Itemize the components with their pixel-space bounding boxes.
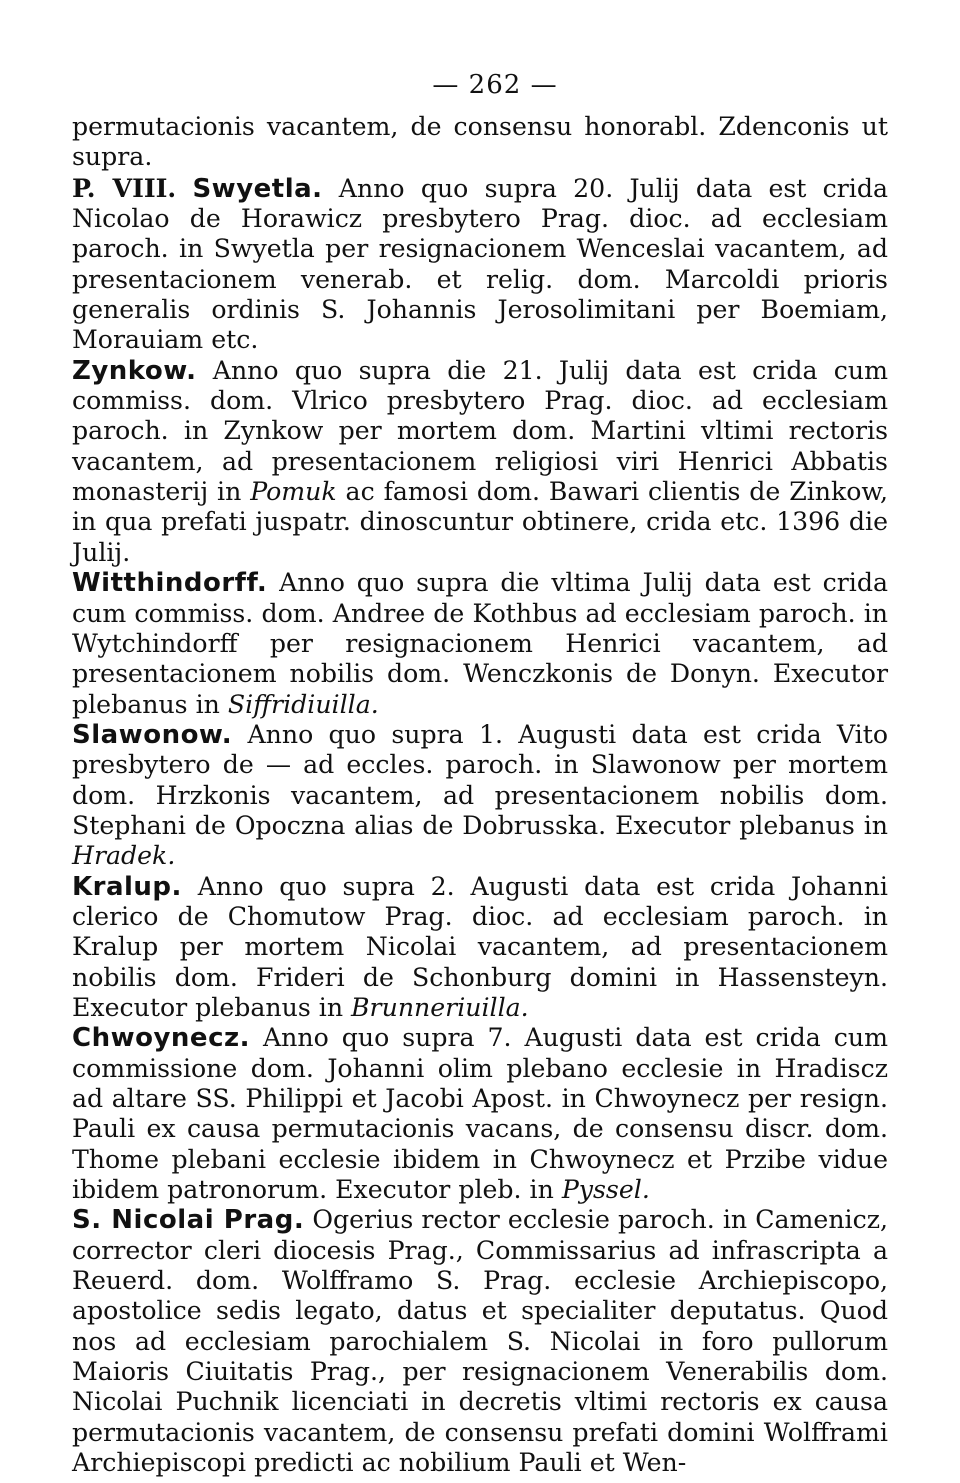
entry-kralup — [72, 872, 888, 1024]
body-text — [72, 112, 888, 1478]
entry-heading: Zynkow. — [72, 355, 197, 386]
page-number: — 262 — — [432, 70, 558, 100]
entry-zynkow — [72, 356, 888, 568]
entry-text: Ogerius rector ecclesie paroch. in Camenicz, corrector cleri diocesis Prag., Commissarius ad infrascripta a Reuerd. dom. Wolfframo S. Prag. ecclesie Archiepiscopo, apostolice sedis legato, datus et specialiter deputatus. Quod nos ad ecclesiam parochialem S. Nicolai in foro pullorum Maioris Ciuitatis Prag., per resignacionem Venerabilis dom. Nicolai Puchnik licenciati in decretis vltimi rectoris ex causa permutacionis vacantem, de consensu prefati domini Wolfframi Archiepiscopi predicti ac nobilium Pauli et Wen- — [72, 1205, 888, 1478]
entry-place-italic: Hradek. — [72, 841, 176, 871]
entry-text-cont: ac famosi dom. Bawari clientis de Zinkow, in qua prefati juspatr. dinoscuntur obtinere, crida etc. 1396 die Julij. — [72, 477, 889, 567]
entry-heading: S. Nicolai Prag. — [72, 1205, 305, 1236]
entry-heading: Kralup. — [72, 871, 182, 902]
entry-heading: Slawonow. — [72, 719, 233, 750]
entry-s-nicolai-prag — [72, 1205, 888, 1478]
entry-place-italic: Brunneriuilla. — [351, 992, 529, 1022]
entry-text: Anno quo supra 7. Augusti data est crida cum commissione dom. Johanni olim plebano ecclesie in Hradiscz ad altare SS. Philippi et Jacobi Apost. in Chwoynecz per resign. Pauli ex causa permutacionis vacans, de consensu discr. dom. Thome plebani ecclesie ibidem in Chwoynecz et Przibe vidue ibidem patronorum. Executor pleb. in — [72, 1023, 888, 1205]
entry-text: Anno quo supra die 21. Julij data est crida cum commiss. dom. Vlrico presbytero Prag. dioc. ad ecclesiam paroch. in Zynkow per mortem dom. Martini vltimi rectoris vacantem, ad presentacionem religiosi viri Henrici Abbatis monasterij in — [72, 355, 888, 507]
entry-chwoynecz — [72, 1023, 888, 1205]
entry-text: Anno quo supra 1. Augusti data est crida Vito presbytero de — ad eccles. paroch. in Slawonow per mortem dom. Hrzkonis vacantem, ad presentacionem nobilis dom. Stephani de Opoczna alias de Dobrusska. Executor plebanus in — [72, 719, 888, 840]
entry-text: Anno quo supra 20. Julij data est crida Nicolao de Horawicz presbytero Prag. dioc. ad ecclesiam paroch. in Swyetla per resignacionem Wenceslai vacantem, ad presentacionem venerab. et relig. dom. Marcoldi prioris generalis ordinis S. Johannis Jerosolimitani per Boemiam, Morauiam etc. — [72, 173, 888, 355]
paragraph-continuation — [72, 112, 888, 173]
entry-heading: Chwoynecz. — [72, 1023, 250, 1054]
entry-swyetla — [72, 173, 888, 356]
section-marker: P. VIII. — [72, 172, 177, 203]
entry-witthindorff — [72, 568, 888, 720]
entry-heading: Swyetla. — [192, 173, 323, 204]
paragraph-text: permutacionis vacantem, de consensu honorabl. Zdenconis ut supra. — [72, 112, 888, 172]
entry-heading: Witthindorff. — [72, 568, 268, 599]
entry-text: Anno quo supra 2. Augusti data est crida Johanni clerico de Chomutow Prag. dioc. ad ecclesiam paroch. in Kralup per mortem Nicolai vacantem, ad presentacionem nobilis dom. Frideri de Schonburg domini in Hassensteyn. Executor plebanus in — [72, 871, 888, 1022]
entry-place-italic: Pomuk — [250, 477, 337, 507]
entry-slawonow — [72, 720, 888, 872]
entry-place-italic: Siffridiuilla. — [227, 689, 379, 719]
entry-place-italic: Pyssel. — [561, 1175, 650, 1205]
entry-text: Anno quo supra die vltima Julij data est crida cum commiss. dom. Andree de Kothbus ad ecclesiam paroch. in Wytchindorff per resignacionem Henrici vacantem, ad presentacionem nobilis dom. Wenczkonis de Donyn. Executor plebanus in — [72, 568, 888, 719]
